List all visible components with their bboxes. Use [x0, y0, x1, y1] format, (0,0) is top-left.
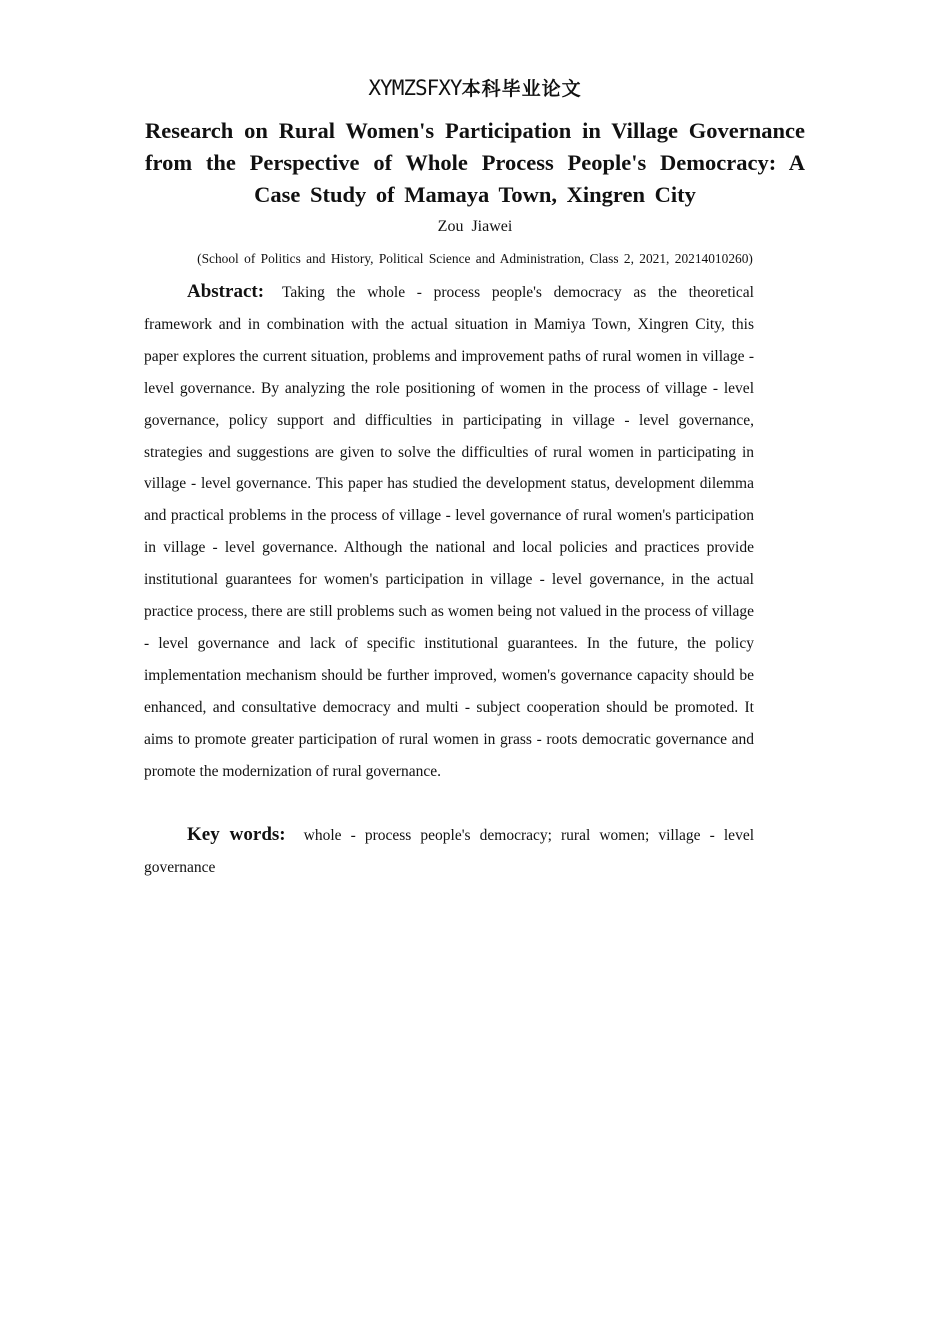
header-code: XYMZSFXY [368, 76, 462, 100]
keywords-text: whole - process people's democracy; rural women; village - level governance [144, 827, 755, 876]
paper-title: Research on Rural Women's Participation in Village Governance from the Perspective of Whole Process People's Democracy: A Case Study of Mamaya Town, Xingren City [145, 118, 805, 207]
abstract-section [144, 276, 754, 788]
keywords-section [144, 819, 754, 884]
author-affiliation: (School of Politics and History, Political Science and Administration, Class 2, 2021, 20214010260) [197, 251, 753, 266]
abstract-label: Abstract: [187, 281, 265, 302]
author-name: Zou Jiawei [437, 218, 513, 235]
keywords-label: Key words: [187, 824, 286, 845]
running-header [0, 74, 950, 103]
abstract-text: Taking the whole - process people's democracy as the theoretical framework and in combination with the actual situation in Mamiya Town, Xingren City, this paper explores the current situation, problems and improvement paths of rural women in village - level governance. By analyzing the role positioning of women in the process of village - level governance, policy support and difficulties in participating in village - level governance, strategies and suggestions are given to solve the difficulties of rural women in participating in village - level governance. This paper has studied the development status, development dilemma and practical problems in the process of village - level governance of rural women's participation in village - level governance. Although the national and local policies and practices provide institutional guarantees for women's participation in village - level governance, in the actual practice process, there are still problems such as women being not valued in the process of village - level governance and lack of specific institutional guarantees. In the future, the policy implementation mechanism should be further improved, women's governance capacity should be enhanced, and consultative democracy and multi - subject cooperation should be promoted. It aims to promote greater participation of rural women in grass - roots democratic governance and promote the modernization of rural governance. [144, 284, 754, 780]
header-suffix: 本科毕业论文 [461, 78, 582, 100]
